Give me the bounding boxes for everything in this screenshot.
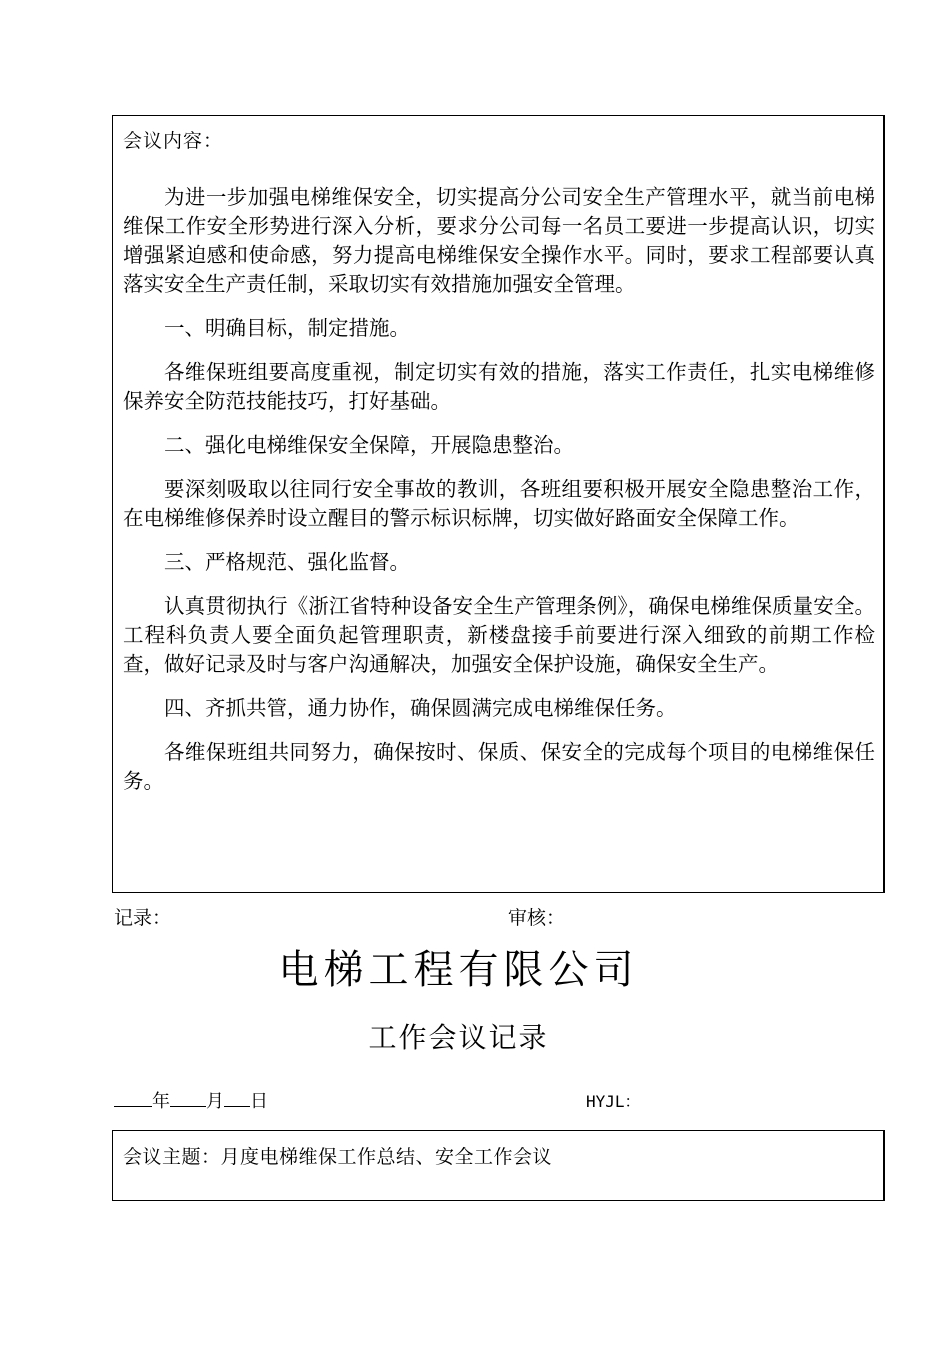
company-name: 电梯工程有限公司 bbox=[278, 947, 639, 993]
content-heading-2: 二、强化电梯维保安全保障，开展隐患整治。 bbox=[164, 433, 574, 457]
year-label: 年 bbox=[152, 1091, 170, 1112]
meeting-content-body bbox=[123, 183, 875, 811]
content-heading-1: 一、明确目标，制定措施。 bbox=[164, 316, 410, 340]
meeting-content-box bbox=[112, 115, 885, 893]
review-label: 审核： bbox=[508, 907, 566, 929]
meeting-subject-text: 会议主题：月度电梯维保工作总结、安全工作会议 bbox=[123, 1146, 553, 1168]
date-line bbox=[114, 1087, 268, 1113]
content-paragraph-4: 各维保班组共同努力，确保按时、保质、保安全的完成每个项目的电梯维保任务。 bbox=[123, 740, 875, 793]
content-heading-4: 四、齐抓共管，通力协作，确保圆满完成电梯维保任务。 bbox=[164, 696, 677, 720]
record-label: 记录： bbox=[114, 907, 172, 929]
month-label: 月 bbox=[206, 1091, 224, 1112]
month-blank[interactable] bbox=[170, 1088, 206, 1107]
document-title: 工作会议记录 bbox=[368, 1021, 549, 1054]
content-paragraph-3: 认真贯彻执行《浙江省特种设备安全生产管理条例》，确保电梯维保质量安全。工程科负责人要全面负起管理职责，新楼盘接手前要进行深入细致的前期工作检查，做好记录及时与客户沟通解决，加强安全保护设施，确保安全生产。 bbox=[123, 594, 875, 676]
content-paragraph-2: 要深刻吸取以往同行安全事故的教训，各班组要积极开展安全隐患整治工作，在电梯维修保养时设立醒目的警示标识标牌，切实做好路面安全保障工作。 bbox=[123, 477, 875, 530]
year-blank[interactable] bbox=[114, 1088, 152, 1107]
day-blank[interactable] bbox=[224, 1088, 250, 1107]
content-paragraph-1: 各维保班组要高度重视，制定切实有效的措施，落实工作责任，扎实电梯维修保养安全防范技能技巧，打好基础。 bbox=[123, 360, 875, 413]
day-label: 日 bbox=[250, 1091, 268, 1112]
content-paragraph-intro: 为进一步加强电梯维保安全，切实提高分公司安全生产管理水平，就当前电梯维保工作安全形势进行深入分析，要求分公司每一名员工要进一步提高认识，切实增强紧迫感和使命感，努力提高电梯维保安全操作水平。同时，要求工程部要认真落实安全生产责任制，采取切实有效措施加强安全管理。 bbox=[123, 185, 875, 296]
meeting-subject-box bbox=[112, 1130, 885, 1201]
meeting-content-label: 会议内容： bbox=[123, 130, 224, 152]
document-code-label: HYJL： bbox=[586, 1092, 641, 1111]
content-heading-3: 三、严格规范、强化监督。 bbox=[164, 550, 410, 574]
